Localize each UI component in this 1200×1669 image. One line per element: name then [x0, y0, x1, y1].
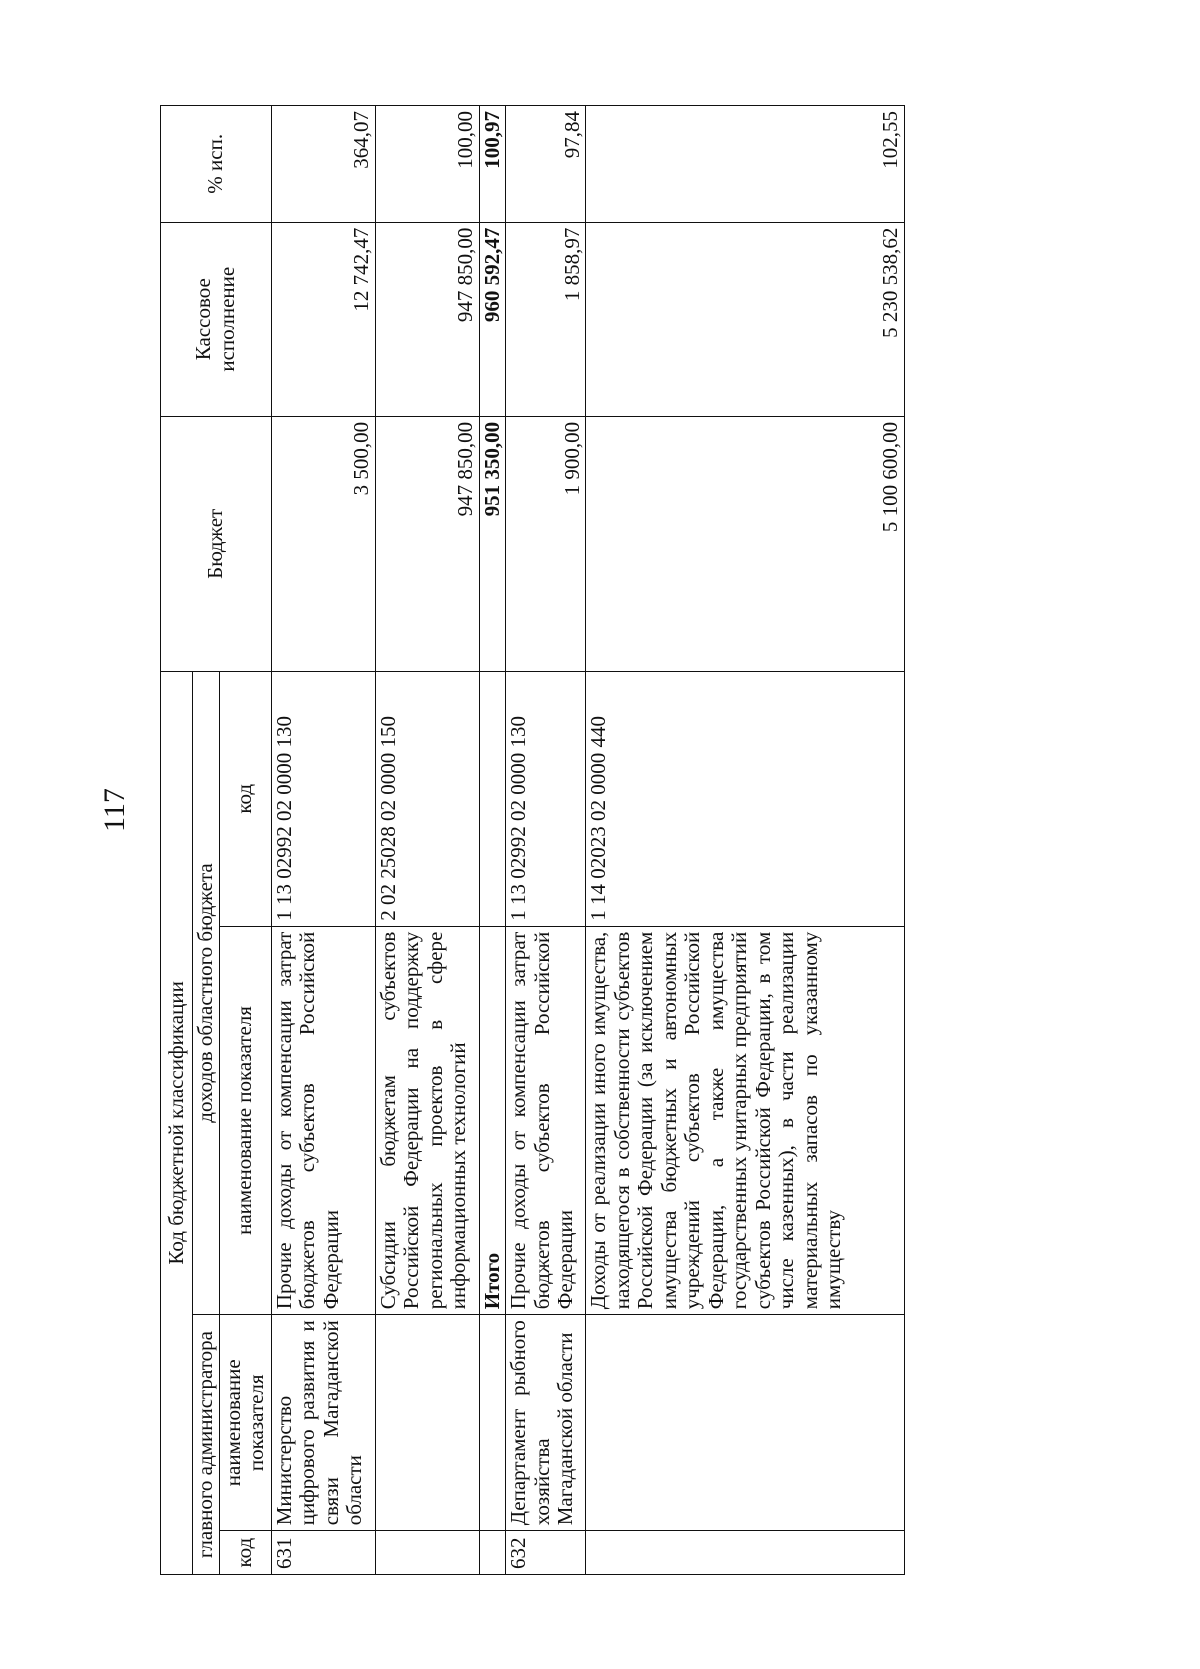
budget-cell: 1 900,00 [506, 416, 586, 671]
rotated-table-container [160, 105, 905, 1575]
income-name-cell: Доходы от реализации иного имущества, находящегося в собственности субъектов Российской Федерации (за исключением имущества бюджетных и автономных учреждений субъектов Российской Федерации, а также имущества государственных унитарных предприятий субъектов Российской Федерации, в том числе казенных), в части реализации материальных запасов по указанному имуществу [586, 926, 905, 1314]
budget-total-cell: 951 350,00 [479, 416, 506, 671]
table-row [271, 106, 375, 1575]
income-group-header: доходов областного бюджета [193, 671, 220, 1314]
budget-cell: 5 100 600,00 [586, 416, 905, 671]
budget-header: Бюджет [161, 416, 272, 671]
admin-name-header: наименование показателя [219, 1315, 271, 1531]
page-number: 117 [98, 788, 131, 832]
percent-cell: 102,55 [586, 106, 905, 223]
admin-name-cell [586, 1315, 905, 1531]
table-row-total [479, 106, 506, 1575]
income-code-cell [479, 671, 506, 926]
income-code-cell: 1 13 02992 02 0000 130 [271, 671, 375, 926]
admin-name-cell [479, 1315, 506, 1531]
admin-code-cell [479, 1531, 506, 1575]
income-name-cell: Прочие доходы от компенсации затрат бюджетов субъектов Российской Федерации [271, 926, 375, 1314]
table-row [586, 106, 905, 1575]
cash-cell: 5 230 538,62 [586, 222, 905, 416]
budget-cell: 947 850,00 [375, 416, 479, 671]
income-code-cell: 2 02 25028 02 0000 150 [375, 671, 479, 926]
percent-cell: 364,07 [271, 106, 375, 223]
income-code-cell: 1 13 02992 02 0000 130 [506, 671, 586, 926]
admin-code-cell [375, 1531, 479, 1575]
percent-total-cell: 100,97 [479, 106, 506, 223]
cash-cell: 947 850,00 [375, 222, 479, 416]
percent-cell: 97,84 [506, 106, 586, 223]
admin-name-cell [375, 1315, 479, 1531]
classification-header: Код бюджетной классификации [161, 671, 193, 1574]
percent-header: % исп. [161, 106, 272, 223]
percent-cell: 100,00 [375, 106, 479, 223]
cash-total-cell: 960 592,47 [479, 222, 506, 416]
total-label-cell: Итого [479, 926, 506, 1314]
admin-code-cell: 631 [271, 1531, 375, 1575]
admin-code-cell [586, 1531, 905, 1575]
income-code-cell: 1 14 02023 02 0000 440 [586, 671, 905, 926]
cash-cell: 1 858,97 [506, 222, 586, 416]
income-code-header: код [219, 671, 271, 926]
table-row [506, 106, 586, 1575]
income-name-cell: Прочие доходы от компенсации затрат бюджетов субъектов Российской Федерации [506, 926, 586, 1314]
admin-name-cell: Министерство цифрового развития и связи Магаданской области [271, 1315, 375, 1531]
cash-cell: 12 742,47 [271, 222, 375, 416]
admin-code-header: код [219, 1531, 271, 1575]
income-name-cell: Субсидии бюджетам субъектов Российской Федерации на поддержку региональных проектов в сфере информационных технологий [375, 926, 479, 1314]
budget-cell: 3 500,00 [271, 416, 375, 671]
admin-group-header: главного администратора [193, 1315, 220, 1575]
admin-code-cell: 632 [506, 1531, 586, 1575]
income-name-header: наименование показателя [219, 926, 271, 1314]
cash-header: Кассовое исполнение [161, 222, 272, 416]
table-row [375, 106, 479, 1575]
budget-table [160, 105, 905, 1575]
admin-name-cell: Департамент рыбного хозяйства Магаданской области [506, 1315, 586, 1531]
